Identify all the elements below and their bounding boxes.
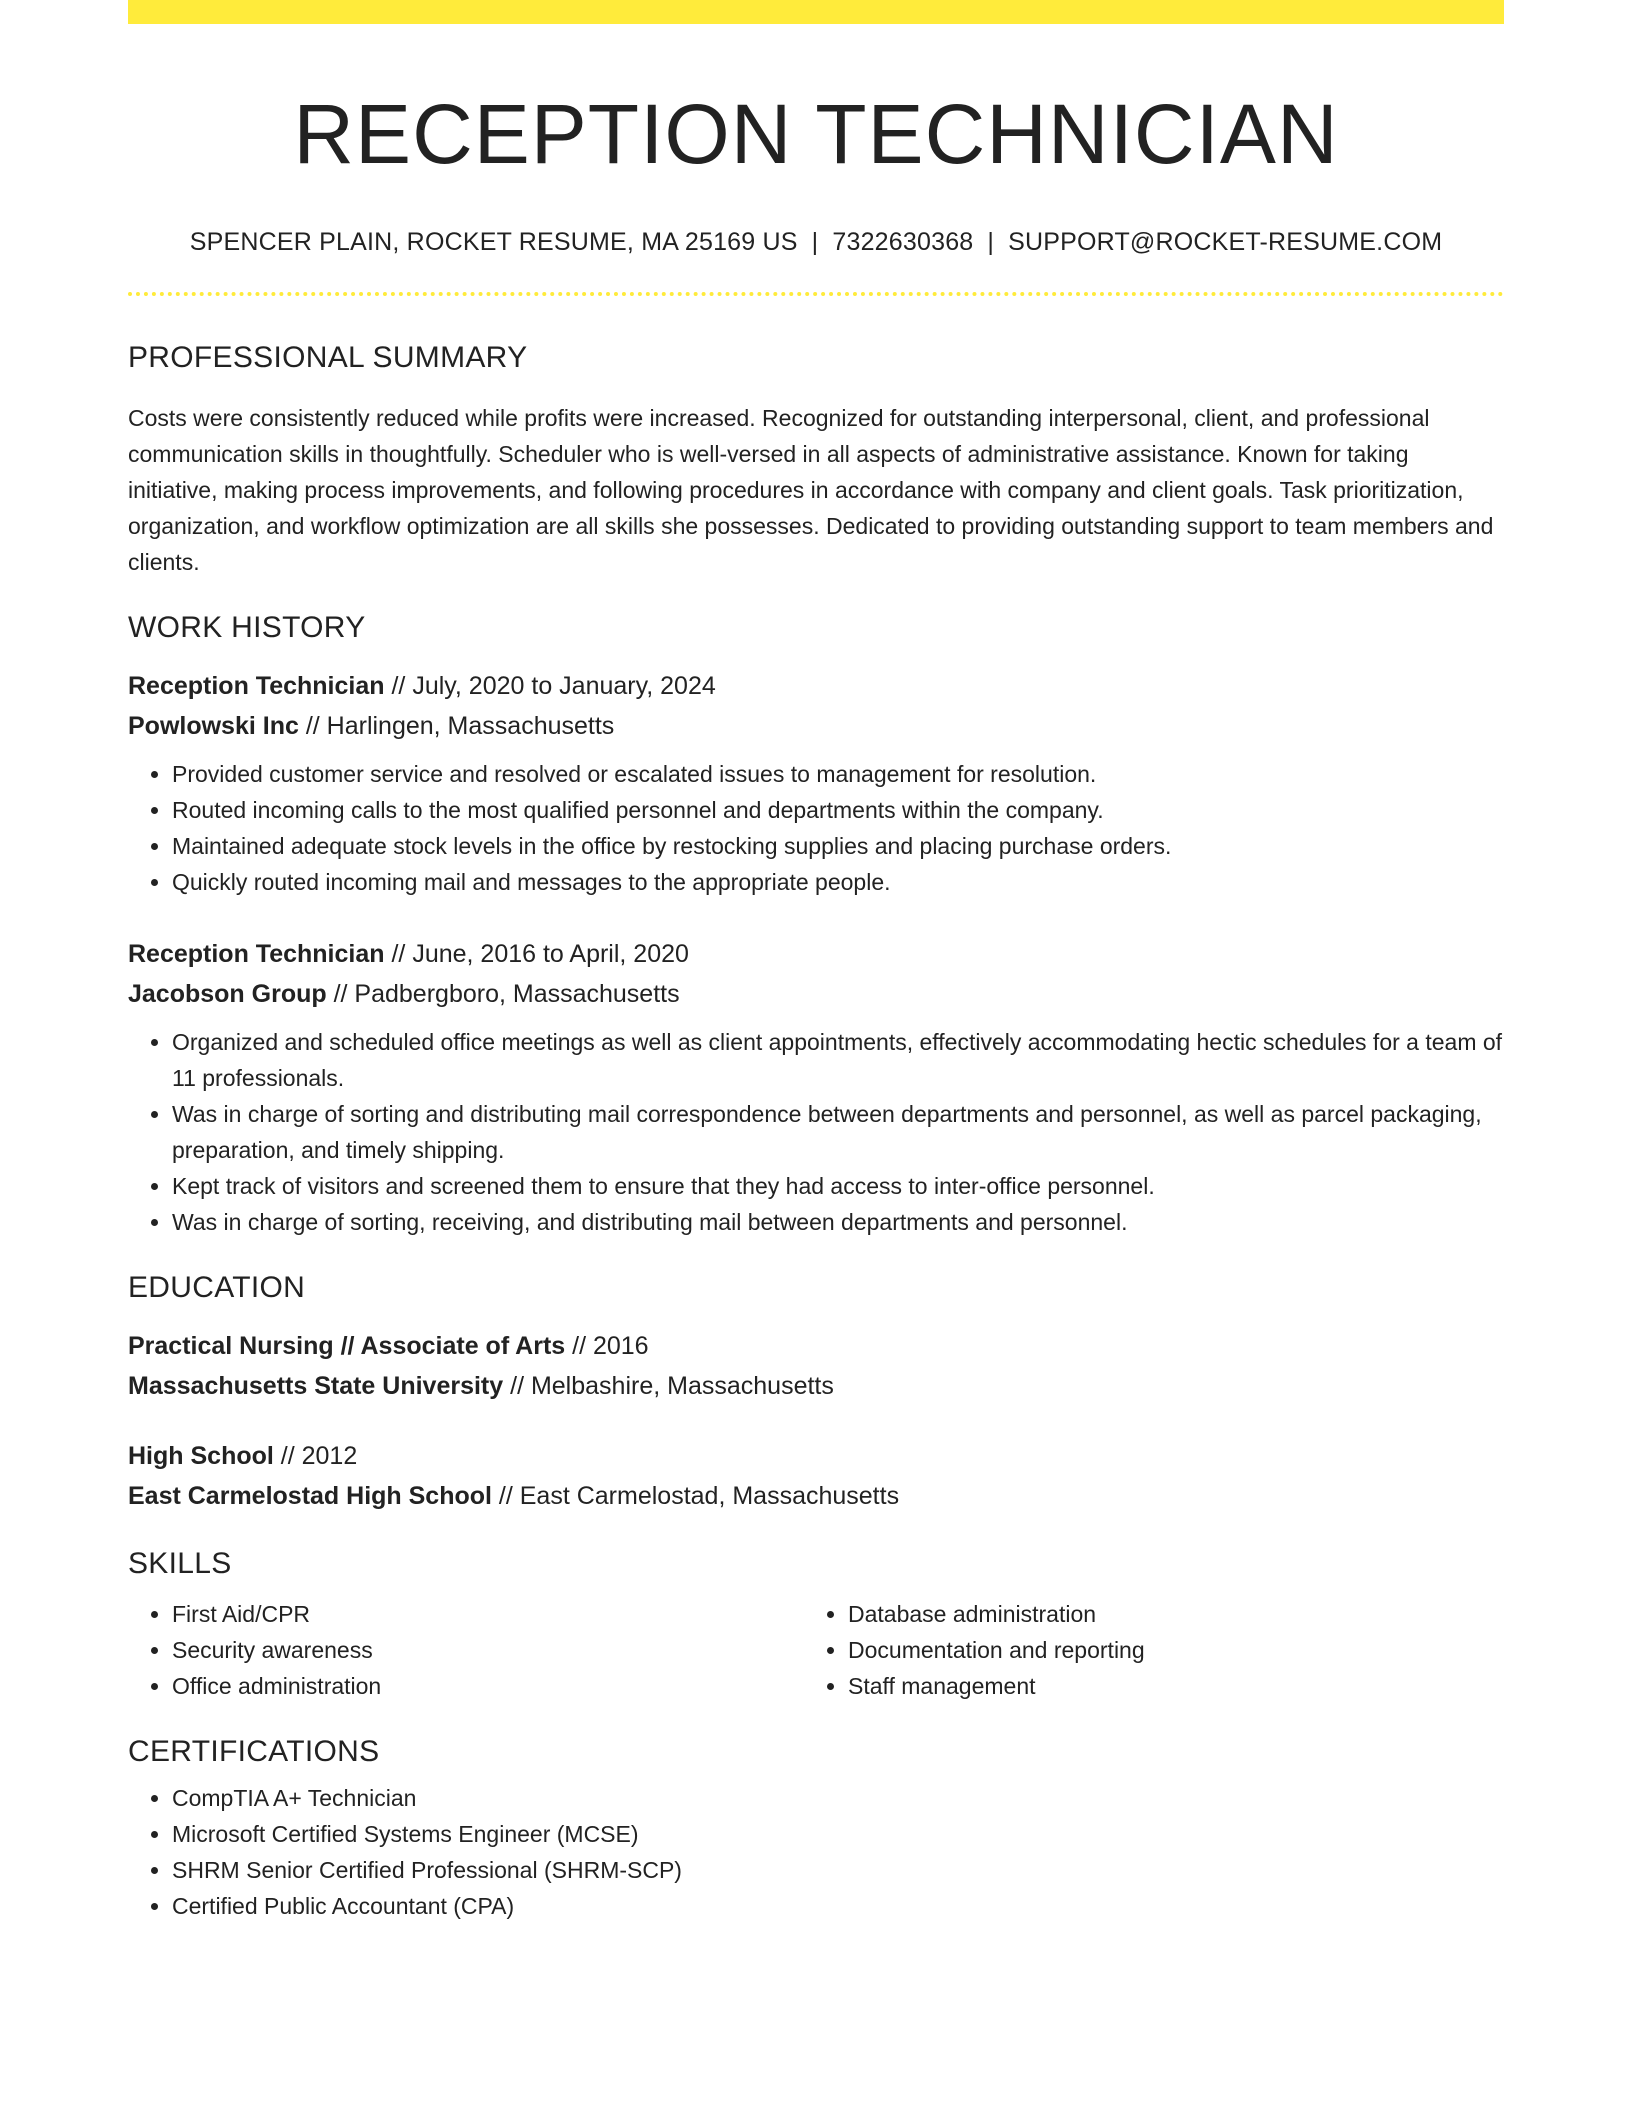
job-dates: // July, 2020 to January, 2024 [384,672,716,700]
degree-year: // 2012 [273,1442,358,1470]
list-item: • Maintained adequate stock levels in the office by restocking supplies and placing purchase orders. [172,828,1504,864]
job-location: // Harlingen, Massachusetts [298,712,615,740]
contact-address: SPENCER PLAIN, ROCKET RESUME, MA 25169 US [189,228,798,256]
list-item: • Database administration [848,1596,1448,1632]
certifications-list [128,1780,1504,1924]
list-item: • Staff management [848,1668,1448,1704]
candidate-title: RECEPTION TECHNICIAN [293,87,1339,181]
education-heading: EDUCATION [128,1271,306,1304]
contact-line [128,226,1504,258]
list-item: • First Aid/CPR [172,1596,804,1632]
skills-column-left [128,1596,804,1704]
job-entry [128,934,1504,1240]
school: East Carmelostad High School [128,1482,492,1510]
degree-line [128,1436,1504,1476]
list-item: • Microsoft Certified Systems Engineer (MCSE) [172,1816,1504,1852]
job-title-line [128,934,1504,974]
job-company: Powlowski Inc [128,712,299,740]
list-item: • Office administration [172,1668,804,1704]
job-dates: // June, 2016 to April, 2020 [384,940,689,968]
list-item: • Kept track of visitors and screened them to ensure that they had access to inter-office personnel. [172,1168,1504,1204]
work-history-heading: WORK HISTORY [128,611,366,644]
contact-phone: 7322630368 [832,228,974,256]
school-location: // Melbashire, Massachusetts [503,1372,834,1400]
summary-heading: PROFESSIONAL SUMMARY [128,341,528,374]
job-bullets [128,1024,1504,1240]
skills-grid [128,1596,1504,1704]
degree-year: // 2016 [565,1332,649,1360]
school-line [128,1366,1504,1406]
list-item: • Routed incoming calls to the most qualified personnel and departments within the company. [172,792,1504,828]
contact-email: SUPPORT@ROCKET-RESUME.COM [1008,228,1443,256]
list-item: • Organized and scheduled office meetings as well as client appointments, effectively accommodating hectic schedules for a team of 11 professionals. [172,1024,1504,1096]
school: Massachusetts State University [128,1372,504,1400]
list-item: • Provided customer service and resolved or escalated issues to management for resolution. [172,756,1504,792]
accent-top-bar [128,0,1504,24]
job-entry [128,666,1504,900]
job-role: Reception Technician [128,672,385,700]
job-bullets [128,756,1504,900]
list-item: • Quickly routed incoming mail and messages to the appropriate people. [172,864,1504,900]
list-item: • Was in charge of sorting, receiving, and distributing mail between departments and personnel. [172,1204,1504,1240]
list-item: • Security awareness [172,1632,804,1668]
list-item: • SHRM Senior Certified Professional (SHRM-SCP) [172,1852,1504,1888]
skills-heading: SKILLS [128,1547,232,1580]
skills-column-right [804,1596,1448,1704]
header-divider [128,292,1504,296]
list-item: • Documentation and reporting [848,1632,1448,1668]
resume-page [128,0,1504,1924]
summary-text: Costs were consistently reduced while profits were increased. Recognized for outstanding interpersonal, client, and professional communication skills in thoughtfully. Scheduler who is well-versed in all aspects of administrative assistance. Known for taking initiative, making process improvements, and following procedures in accordance with company and client goals. Task prioritization, organization, and workflow optimization are all skills she possesses. Dedicated to providing outstanding support to team members and clients. [128,405,1494,575]
certifications-heading: CERTIFICATIONS [128,1735,380,1768]
list-item: • Was in charge of sorting and distributing mail correspondence between departments and personnel, as well as parcel packaging, preparation, and timely shipping. [172,1096,1504,1168]
degree: High School [128,1442,274,1470]
list-item: • CompTIA A+ Technician [172,1780,1504,1816]
degree-line [128,1326,1504,1366]
job-company: Jacobson Group [128,980,327,1008]
job-role: Reception Technician [128,940,385,968]
job-location: // Padbergboro, Massachusetts [326,980,680,1008]
school-line [128,1476,1504,1516]
list-item: • Certified Public Accountant (CPA) [172,1888,1504,1924]
job-title-line [128,666,1504,706]
education-entry [128,1326,1504,1406]
education-entry [128,1436,1504,1516]
contact-separator: | [987,228,995,256]
school-location: // East Carmelostad, Massachusetts [491,1482,900,1510]
job-company-line [128,974,1504,1014]
degree: Practical Nursing // Associate of Arts [128,1332,566,1360]
contact-separator: | [811,228,819,256]
job-company-line [128,706,1504,746]
